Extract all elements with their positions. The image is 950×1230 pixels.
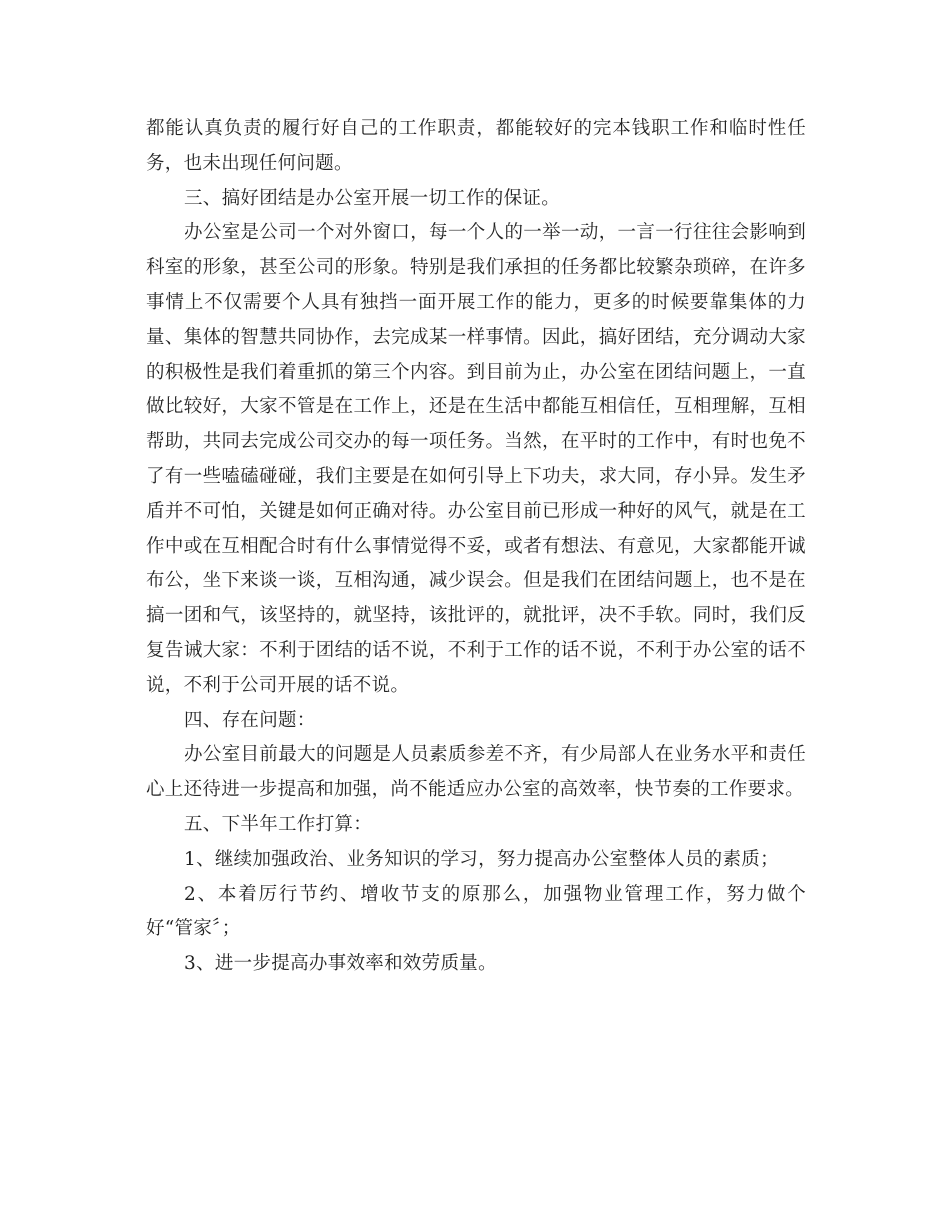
list-item: 3、进一步提高办事效率和效劳质量。 [184, 953, 497, 975]
document-body [146, 112, 806, 982]
paragraph-problems-body: 办公室目前最大的问题是人员素质参差不齐，有少局部人在业务水平和责任心上还待进一步提高和加强，尚不能适应办公室的高效率，快节奏的工作要求。 [146, 744, 806, 801]
list-item: 1、继续加强政治、业务知识的学习，努力提高办公室整体人员的素质； [184, 848, 779, 870]
list-item: 2、本着厉行节约、增收节支的原那么，加强物业管理工作，努力做个好“管家〞； [146, 883, 806, 940]
section-heading-unity: 三、搞好团结是办公室开展一切工作的保证。 [184, 187, 561, 209]
section-heading-plan: 五、下半年工作打算： [184, 813, 373, 835]
paragraph-continuation: 都能认真负责的履行好自己的工作职责，都能较好的完本钱职工作和临时性任务，也未出现任何问题。 [146, 118, 806, 174]
section-heading-problems: 四、存在问题： [184, 709, 316, 731]
paragraph-unity-body: 办公室是公司一个对外窗口，每一个人的一举一动，一言一行往往会影响到科室的形象，甚至公司的形象。特别是我们承担的任务都比较繁杂琐碎，在许多事情上不仅需要个人具有独挡一面开展工作的能力，更多的时候要靠集体的力量、集体的智慧共同协作，去完成某一样事情。因此，搞好团结，充分调动大家的积极性是我们着重抓的第三个内容。到目前为止，办公室在团结问题上，一直做比较好，大家不管是在工作上，还是在生活中都能互相信任，互相理解，互相帮助，共同去完成公司交办的每一项任务。当然，在平时的工作中，有时也免不了有一些嗑磕碰碰，我们主要是在如何引导上下功夫，求大同，存小异。发生矛盾并不可怕，关键是如何正确对待。办公室目前已形成一种好的风气，就是在工作中或在互相配合时有什么事情觉得不妥，或者有想法、有意见，大家都能开诚布公，坐下来谈一谈，互相沟通，减少误会。但是我们在团结问题上，也不是在搞一团和气，该坚持的，就坚持，该批评的，就批评，决不手软。同时，我们反复告诫大家：不利于团结的话不说，不利于工作的话不说，不利于办公室的话不说，不利于公司开展的话不说。 [146, 222, 806, 696]
